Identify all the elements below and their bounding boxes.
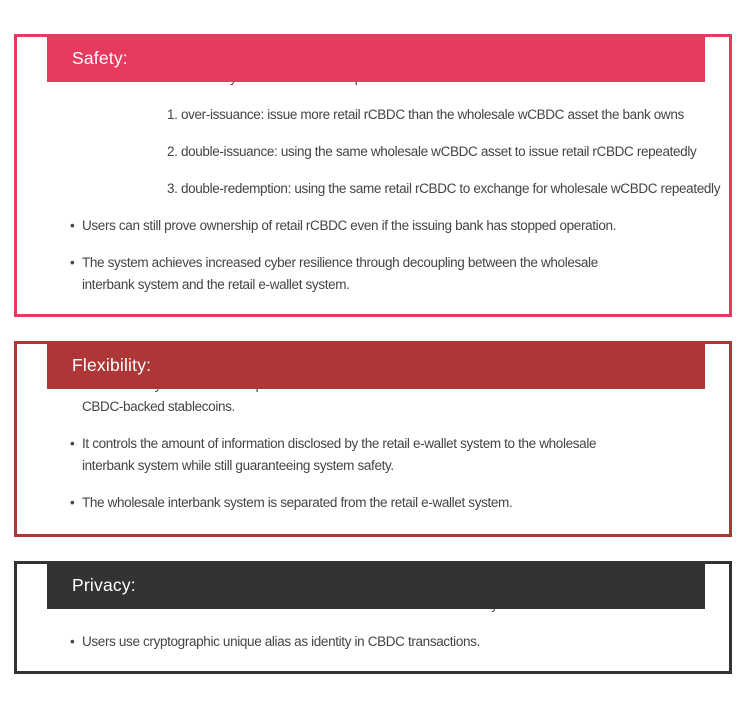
list-item: 1. over-issuance: issue more retail rCBDC than the wholesale wCBDC asset the bank owns [167, 107, 684, 122]
flexibility-title: Flexibility: [72, 354, 152, 375]
list-item [17, 252, 721, 296]
safety-panel [14, 34, 732, 317]
safety-header-bar [47, 34, 705, 82]
list-item-line: The system achieves increased cyber resilience through decoupling between the wholesale [82, 255, 598, 270]
safety-title: Safety: [72, 47, 128, 68]
list-item: • Users use cryptographic unique alias as identity in CBDC transactions. [17, 631, 721, 653]
list-item: • The wholesale interbank system is separated from the retail e-wallet system. [17, 492, 721, 514]
privacy-title: Privacy: [72, 574, 136, 595]
list-item: 2. double-issuance: using the same wholesale wCBDC asset to issue retail rCBDC repeatedly [167, 144, 697, 159]
list-item-line: interbank system and the retail e-wallet system. [82, 277, 350, 292]
list-item: • Users can still prove ownership of retail rCBDC even if the issuing bank has stopped operation. [17, 215, 721, 237]
flexibility-header-bar [47, 341, 705, 389]
privacy-panel [14, 561, 732, 674]
list-item [17, 433, 721, 477]
list-item-line: interbank system while still guaranteeing system safety. [82, 458, 394, 473]
flexibility-panel [14, 341, 732, 537]
privacy-header-bar [47, 561, 705, 609]
list-item: 3. double-redemption: using the same retail rCBDC to exchange for wholesale wCBDC repeatedly [167, 181, 721, 196]
list-item-line: CBDC-backed stablecoins. [82, 399, 235, 414]
list-item-line: It controls the amount of information disclosed by the retail e-wallet system to the wholesale [82, 436, 597, 451]
